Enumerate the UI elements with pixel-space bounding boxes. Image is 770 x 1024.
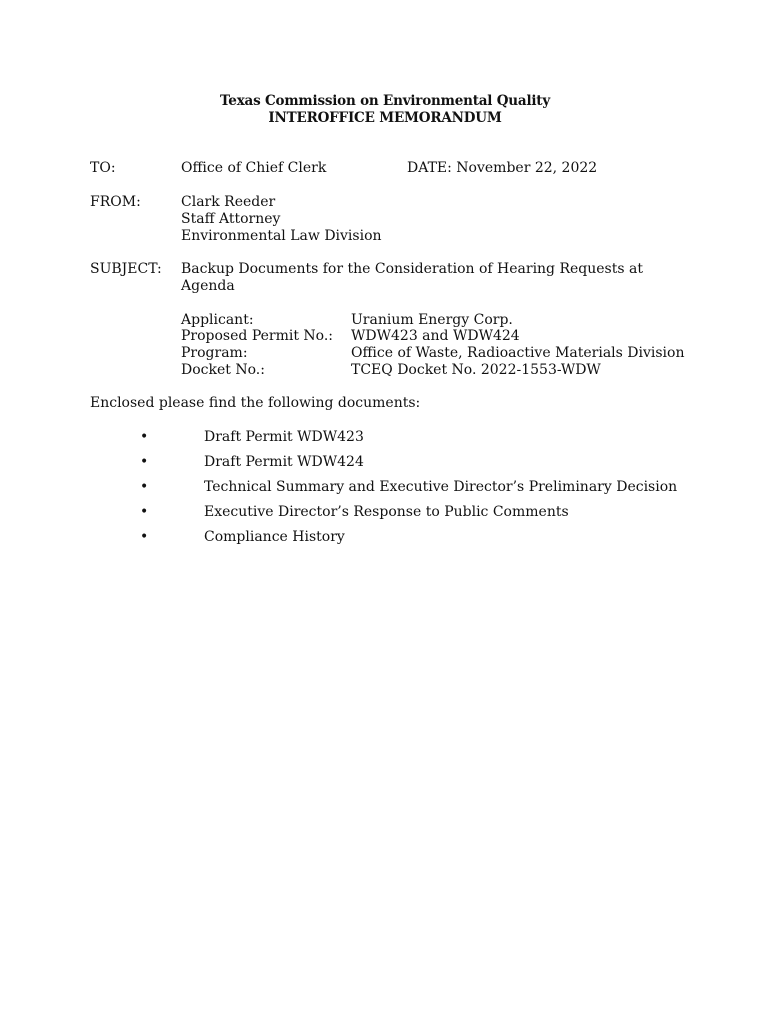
applicant-value: Uranium Energy Corp. [351, 312, 513, 328]
docket-no-value: TCEQ Docket No. 2022-1553-WDW [351, 362, 601, 378]
bullet-icon: • [140, 429, 149, 445]
from-title: Staff Attorney [181, 211, 281, 227]
bullet-icon: • [140, 504, 149, 520]
document-item-label: Compliance History [204, 529, 345, 545]
document-item-label: Technical Summary and Executive Director’s Preliminary Decision [204, 479, 678, 495]
program-label: Program: [181, 345, 248, 361]
agency-title: Texas Commission on Environmental Quality [220, 93, 550, 109]
program-value: Office of Waste, Radioactive Materials Division [351, 345, 685, 361]
bullet-icon: • [140, 454, 149, 470]
permit-no-label: Proposed Permit No.: [181, 328, 334, 344]
from-label: FROM: [90, 194, 141, 210]
to-value: Office of Chief Clerk [181, 160, 327, 176]
from-division: Environmental Law Division [181, 228, 382, 244]
applicant-label: Applicant: [181, 312, 254, 328]
to-label: TO: [90, 160, 116, 176]
subject-line-2: Agenda [181, 278, 235, 294]
document-item-label: Executive Director’s Response to Public Comments [204, 504, 569, 520]
date-line: DATE: November 22, 2022 [407, 160, 598, 176]
enclosed-intro: Enclosed please find the following documents: [90, 395, 421, 411]
subject-line-1: Backup Documents for the Consideration of Hearing Requests at [181, 261, 643, 277]
docket-no-label: Docket No.: [181, 362, 265, 378]
bullet-icon: • [140, 479, 149, 495]
document-item-label: Draft Permit WDW424 [204, 454, 364, 470]
memo-type-title: INTEROFFICE MEMORANDUM [268, 110, 502, 126]
from-name: Clark Reeder [181, 194, 276, 210]
document-item-label: Draft Permit WDW423 [204, 429, 364, 445]
subject-label: SUBJECT: [90, 261, 162, 277]
permit-no-value: WDW423 and WDW424 [351, 328, 520, 344]
bullet-icon: • [140, 529, 149, 545]
